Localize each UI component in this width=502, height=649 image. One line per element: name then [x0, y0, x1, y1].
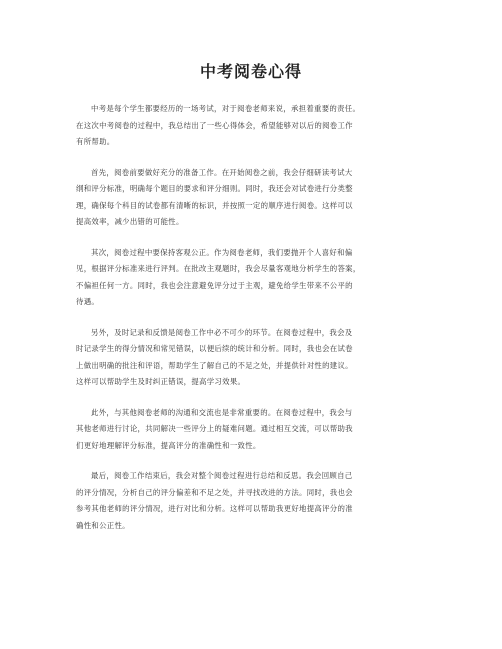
paragraph-5	[76, 405, 432, 455]
paragraph-1	[76, 101, 432, 151]
paragraph-6	[76, 468, 432, 534]
paragraph-line: 另外，及时记录和反馈是阅卷工作中必不可少的环节。在阅卷过程中，我会及	[91, 327, 353, 337]
paragraph-line: 确性和公正性。	[76, 520, 130, 530]
paragraph-line: 见，根据评分标准来进行评判。在批改主观题时，我会尽量客观地分析学生的答案，	[76, 264, 361, 273]
paragraph-line: 此外，与其他阅卷老师的沟通和交流也是非常重要的。在阅卷过程中，我会与	[91, 407, 353, 417]
paragraph-2	[76, 165, 432, 231]
paragraph-line: 首先，阅卷前要做好充分的准备工作。在开始阅卷之前，我会仔细研读考试大	[91, 167, 353, 177]
paragraph-line: 最后，阅卷工作结束后，我会对整个阅卷过程进行总结和反思。我会回顾自己	[91, 471, 353, 480]
paragraph-line: 理，确保每个科目的试卷都有清晰的标识，并按照一定的顺序进行阅卷。这样可以	[76, 200, 353, 210]
paragraph-line: 在这次中考阅卷的过程中，我总结出了一些心得体会，希望能够对以后的阅卷工作	[76, 120, 353, 130]
document-title: 中考阅卷心得	[199, 62, 302, 81]
paragraph-line: 中考是每个学生都要经历的一场考试，对于阅卷老师来说，承担着重要的责任。	[91, 104, 361, 113]
paragraph-line: 参考其他老师的评分情况，进行对比和分析。这样可以帮助我更好地提高评分的准	[76, 504, 353, 513]
paragraph-line: 不偏袒任何一方。同时，我也会注意避免评分过于主观，避免给学生带来不公平的	[76, 280, 353, 290]
paragraph-line: 的评分情况，分析自己的评分偏差和不足之处，并寻找改进的方法。同时，我也会	[76, 487, 353, 497]
paragraph-line: 其他老师进行讨论，共同解决一些评分上的疑难问题。通过相互交流，可以帮助我	[76, 424, 353, 433]
paragraph-line: 有所帮助。	[76, 137, 115, 146]
paragraph-line: 纲和评分标准，明确每个题目的要求和评分细则。同时，我还会对试卷进行分类整	[76, 184, 353, 193]
paragraph-line: 这样可以帮助学生及时纠正错误，提高学习效果。	[76, 377, 246, 386]
paragraph-line: 上做出明确的批注和评语，帮助学生了解自己的不足之处，并提供针对性的建议。	[76, 360, 353, 370]
paragraph-line: 待遇。	[76, 297, 100, 306]
document-body	[76, 101, 432, 548]
paragraph-3	[76, 245, 432, 311]
paragraph-line: 们更好地理解评分标准，提高评分的准确性和一致性。	[76, 440, 261, 450]
paragraph-line: 时记录学生的得分情况和常见错误，以便后续的统计和分析。同时，我也会在试卷	[76, 344, 353, 353]
paragraph-4	[76, 325, 432, 391]
paragraph-line: 提高效率，减少出错的可能性。	[76, 217, 184, 226]
paragraph-line: 其次，阅卷过程中要保持客观公正。作为阅卷老师，我们要抛开个人喜好和偏	[91, 247, 353, 257]
